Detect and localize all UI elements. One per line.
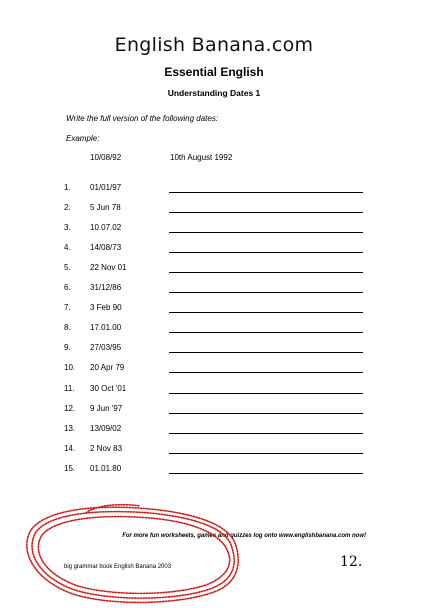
item-number: 12. <box>64 403 76 413</box>
item-number: 8. <box>64 323 71 333</box>
item-number: 11. <box>64 383 75 393</box>
exercise-item <box>0 464 428 478</box>
exercise-item <box>0 303 428 317</box>
exercise-item <box>0 183 428 197</box>
item-number: 9. <box>64 343 71 353</box>
item-number: 6. <box>64 283 71 293</box>
answer-line[interactable] <box>169 292 363 293</box>
item-number: 2. <box>64 203 71 213</box>
exercise-item <box>0 444 428 458</box>
exercise-item <box>0 343 428 357</box>
item-date: 30 Oct '01 <box>90 383 127 393</box>
item-date: 01.01.80 <box>90 463 122 473</box>
example-label: Example: <box>66 134 100 143</box>
item-number: 15. <box>64 463 76 473</box>
page-title: Essential English <box>164 65 264 79</box>
exercise-item <box>0 223 428 237</box>
answer-line[interactable] <box>169 272 363 273</box>
site-logo: English Banana.com <box>114 34 314 56</box>
exercise-item <box>0 404 428 418</box>
item-number: 14. <box>64 443 76 453</box>
item-number: 5. <box>64 263 71 273</box>
answer-line[interactable] <box>169 312 363 313</box>
example-date: 10/08/92 <box>90 153 122 162</box>
answer-line[interactable] <box>169 252 363 253</box>
exercise-item <box>0 283 428 297</box>
item-date: 13/09/02 <box>90 423 122 433</box>
exercise-item <box>0 203 428 217</box>
answer-line[interactable] <box>169 453 363 454</box>
answer-line[interactable] <box>169 393 363 394</box>
item-number: 1. <box>64 183 71 192</box>
exercise-item <box>0 243 428 257</box>
answer-line[interactable] <box>169 212 363 213</box>
item-date: 20 Apr 79 <box>90 363 125 373</box>
example-answer: 10th August 1992 <box>170 153 233 162</box>
answer-line[interactable] <box>169 352 363 353</box>
answer-line[interactable] <box>169 473 363 474</box>
exercise-item <box>0 263 428 277</box>
exercise-item <box>0 424 428 438</box>
footer-source: big grammar book English Banana 2003 <box>64 564 172 570</box>
page-number: 12. <box>340 554 363 570</box>
item-number: 7. <box>64 303 71 313</box>
answer-line[interactable] <box>169 372 363 373</box>
item-date: 22 Nov 01 <box>90 263 127 273</box>
answer-line[interactable] <box>169 192 363 193</box>
item-date: 2 Nov 83 <box>90 443 123 453</box>
item-number: 4. <box>64 243 71 253</box>
item-date: 17.01.00 <box>90 323 122 333</box>
instructions: Write the full version of the following dates: <box>66 114 219 123</box>
exercise-item <box>0 384 428 398</box>
answer-line[interactable] <box>169 332 363 333</box>
item-date: 10.07.02 <box>90 223 122 233</box>
exercise-item <box>0 323 428 337</box>
item-date: 9 Jun '97 <box>90 403 123 413</box>
item-date: 01/01/97 <box>90 183 122 192</box>
footer-promo: For more fun worksheets, games and quizzes log onto www.englishbanana.com now! <box>122 533 366 539</box>
item-date: 27/03/95 <box>90 343 122 353</box>
item-number: 13. <box>64 423 76 433</box>
item-date: 14/08/73 <box>90 243 122 253</box>
item-date: 3 Feb 90 <box>90 303 122 313</box>
answer-line[interactable] <box>169 433 363 434</box>
answer-line[interactable] <box>169 232 363 233</box>
page-subtitle: Understanding Dates 1 <box>167 88 261 98</box>
exercise-item <box>0 363 428 377</box>
item-number: 10. <box>64 363 76 373</box>
item-number: 3. <box>64 223 71 233</box>
item-date: 5 Jun 78 <box>90 203 121 213</box>
answer-line[interactable] <box>169 413 363 414</box>
item-date: 31/12/86 <box>90 283 122 293</box>
